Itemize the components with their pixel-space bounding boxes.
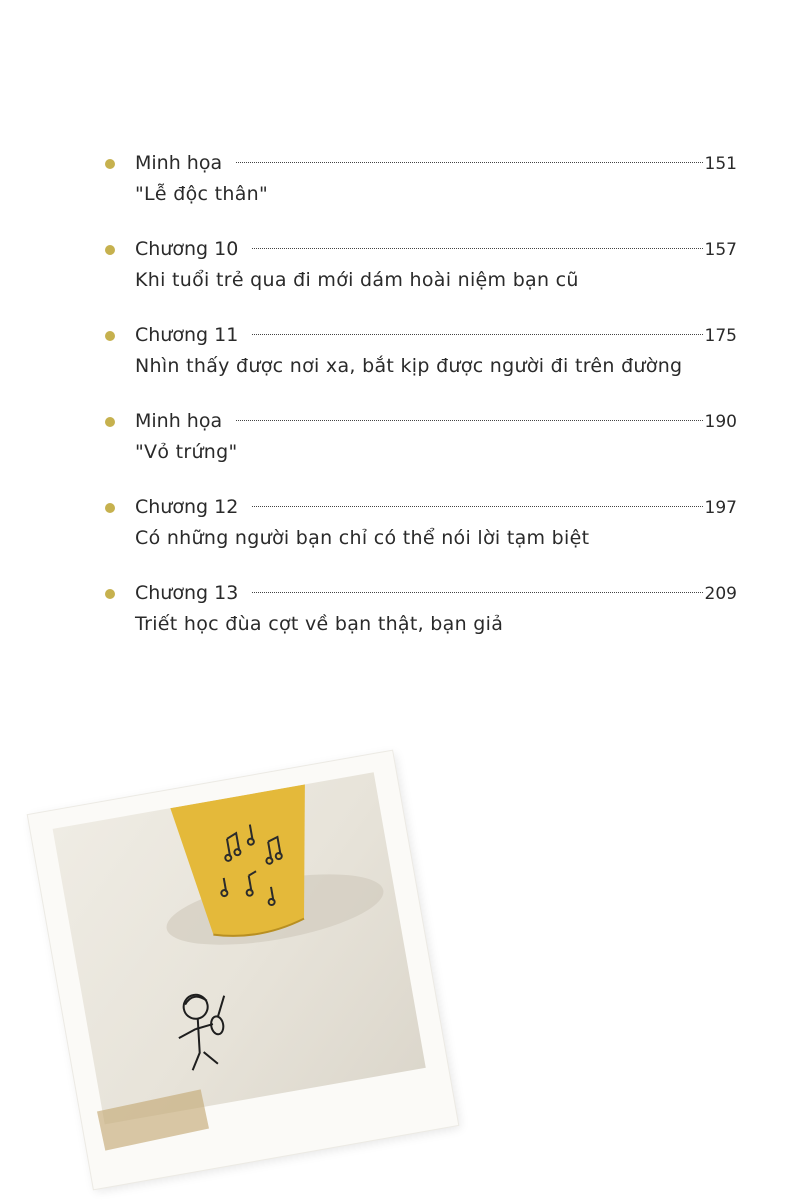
dot-leader	[252, 248, 702, 249]
toc-entry[interactable]	[105, 580, 737, 666]
dot-leader	[236, 162, 702, 163]
toc-heading-line	[135, 322, 737, 349]
cup-illustration	[53, 772, 426, 1124]
bullet-dot	[105, 503, 115, 513]
toc-label: Minh họa	[135, 410, 223, 432]
toc-entry[interactable]	[105, 494, 737, 580]
toc-title: Có những người bạn chỉ có thể nói lời tạm biệt	[135, 527, 590, 549]
toc-page-number: 175	[704, 326, 737, 346]
toc-page-number: 190	[704, 412, 737, 432]
bullet-dot	[105, 417, 115, 427]
toc-title: Nhìn thấy được nơi xa, bắt kịp được người đi trên đường	[135, 355, 683, 377]
doodle-person-icon	[172, 990, 236, 1072]
toc-heading-line	[135, 150, 737, 177]
toc-entry[interactable]	[105, 322, 737, 408]
toc-entry[interactable]	[105, 236, 737, 322]
toc-entry[interactable]	[105, 150, 737, 236]
photo-image	[53, 772, 426, 1124]
toc-title: "Lễ độc thân"	[135, 183, 269, 205]
dot-leader	[236, 420, 702, 421]
toc-heading-line	[135, 408, 737, 435]
table-of-contents	[105, 150, 737, 666]
dot-leader	[252, 334, 702, 335]
toc-title: Khi tuổi trẻ qua đi mới dám hoài niệm bạn cũ	[135, 269, 579, 291]
toc-title: "Vỏ trứng"	[135, 441, 238, 463]
toc-page-number: 209	[704, 584, 737, 604]
bullet-dot	[105, 245, 115, 255]
toc-entry[interactable]	[105, 408, 737, 494]
toc-page-number: 157	[704, 240, 737, 260]
toc-label: Chương 11	[135, 324, 239, 346]
dot-leader	[252, 592, 702, 593]
toc-label: Chương 12	[135, 496, 239, 518]
toc-heading-line	[135, 494, 737, 521]
dot-leader	[252, 506, 702, 507]
polaroid-photo	[28, 751, 458, 1189]
bullet-dot	[105, 159, 115, 169]
toc-label: Chương 10	[135, 238, 239, 260]
bullet-dot	[105, 331, 115, 341]
toc-title: Triết học đùa cợt về bạn thật, bạn giả	[135, 613, 504, 635]
bullet-dot	[105, 589, 115, 599]
toc-label: Minh họa	[135, 152, 223, 174]
toc-page-number: 151	[704, 154, 737, 174]
toc-page-number: 197	[704, 498, 737, 518]
toc-heading-line	[135, 580, 737, 607]
toc-label: Chương 13	[135, 582, 239, 604]
toc-heading-line	[135, 236, 737, 263]
